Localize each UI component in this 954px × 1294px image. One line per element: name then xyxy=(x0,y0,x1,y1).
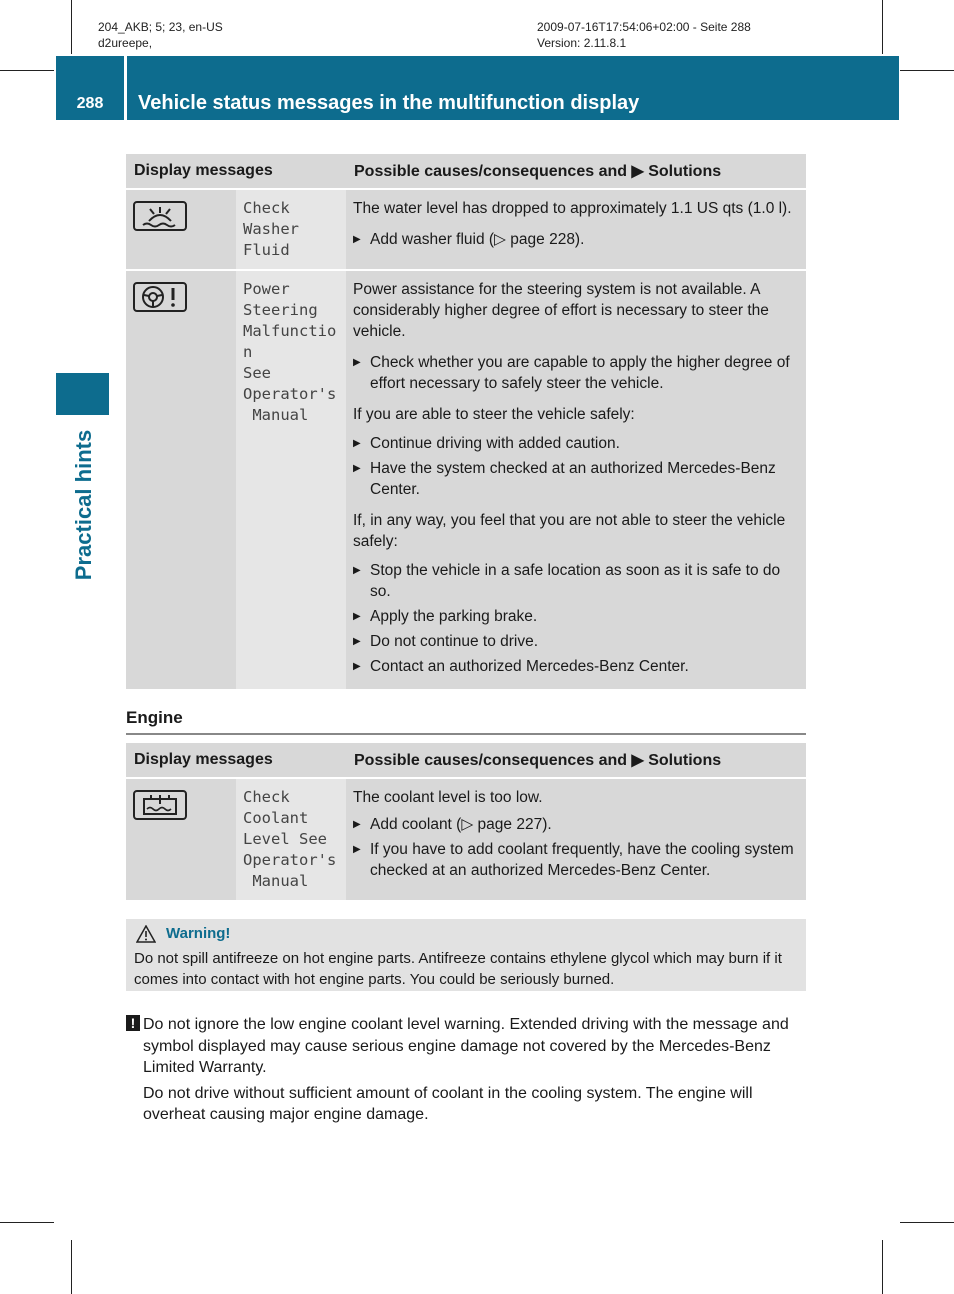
solution-cell xyxy=(346,270,806,689)
instruction-item: ▶ Have the system checked at an authorized Mercedes-Benz Center. xyxy=(353,458,799,500)
column-header xyxy=(346,154,806,189)
instruction-item: ▶ Do not continue to drive. xyxy=(353,631,799,652)
message-line: Power xyxy=(243,280,290,298)
table-row xyxy=(126,270,806,689)
heading-rule xyxy=(126,733,806,735)
message-line: Level See xyxy=(243,830,327,848)
exclamation-icon: ! xyxy=(126,1015,140,1031)
header-causes: Possible causes/consequences and xyxy=(354,163,628,180)
meta-line: 2009-07-16T17:54:06+02:00 - Seite 288 xyxy=(537,20,751,34)
coolant-level-icon xyxy=(133,790,187,820)
page-number: 288 xyxy=(76,95,104,112)
crop-mark xyxy=(0,70,54,71)
instruction-item: ▶ If you have to add coolant frequently, have the cooling system checked at an authorized Mercedes-Benz Center. xyxy=(353,839,799,881)
message-line: Washer xyxy=(243,220,299,238)
cause-text: The water level has dropped to approximately 1.1 US qts (1.0 l). xyxy=(353,200,792,217)
engine-message-table xyxy=(126,743,806,900)
cause-text: The coolant level is too low. xyxy=(353,789,543,806)
warning-box xyxy=(126,919,806,991)
instruction-item: ▶ Add coolant (▷ page 227). xyxy=(353,814,799,835)
table-header-row xyxy=(126,743,806,778)
section-label: Practical hints xyxy=(71,429,96,581)
crop-mark xyxy=(900,70,954,71)
message-line: See xyxy=(243,364,271,382)
caution-note xyxy=(126,1014,811,1130)
instruction-item: ▶ Continue driving with added caution. xyxy=(353,433,799,454)
message-line: Check xyxy=(243,199,290,217)
section-heading: Engine xyxy=(126,708,183,727)
table-header-row xyxy=(126,154,806,189)
instruction-item: ▶ Check whether you are capable to apply the higher degree of effort necessary to safely steer the vehicle. xyxy=(353,352,799,394)
arrow-right-icon: ▶ xyxy=(631,752,644,769)
icon-cell xyxy=(126,270,236,689)
message-line: n xyxy=(243,343,253,361)
arrow-right-icon: ▶ xyxy=(631,163,644,180)
message-line: Steering xyxy=(243,301,318,319)
meta-line: d2ureepe, xyxy=(98,36,153,50)
meta-line: Version: 2.11.8.1 xyxy=(537,36,627,50)
condition-text: If, in any way, you feel that you are not able to steer the vehicle safely: xyxy=(353,512,786,550)
column-header: Display messages xyxy=(126,743,346,778)
note-text: Do not drive without sufficient amount of coolant in the cooling system. The engine will overheat causing major engine damage. xyxy=(143,1084,753,1123)
message-line: Check xyxy=(243,788,290,806)
message-line: Operator's xyxy=(243,851,337,869)
icon-cell xyxy=(126,189,236,270)
instruction-item: ▶ Add washer fluid (▷ page 228). xyxy=(353,229,799,250)
instruction-item: ▶ Contact an authorized Mercedes-Benz Center. xyxy=(353,656,799,677)
column-header: Display messages xyxy=(126,154,346,189)
steering-malfunction-icon xyxy=(133,282,187,312)
icon-cell xyxy=(126,778,236,900)
crop-mark xyxy=(882,1240,883,1294)
message-line: Coolant xyxy=(243,809,309,827)
print-meta-right xyxy=(537,19,751,51)
cause-text: Power assistance for the steering system is not available. A considerably higher degree of effort is necessary to steer the vehicle. xyxy=(353,281,769,340)
crop-mark xyxy=(71,0,72,54)
message-line: Operator's xyxy=(243,385,337,403)
header-solutions: Solutions xyxy=(648,752,722,769)
section-tab xyxy=(56,373,109,415)
note-text: Do not ignore the low engine coolant level warning. Extended driving with the message and symbol displayed may cause serious engine damage not covered by the Mercedes-Benz Limited Warranty. xyxy=(143,1016,789,1076)
crop-mark xyxy=(882,0,883,54)
chapter-header xyxy=(56,56,899,120)
solution-cell xyxy=(346,778,806,900)
message-line: Fluid xyxy=(243,241,290,259)
solution-cell xyxy=(346,189,806,270)
warning-title: Warning! xyxy=(166,925,231,942)
header-solutions: Solutions xyxy=(648,163,722,180)
header-divider xyxy=(124,56,127,120)
warning-triangle-icon xyxy=(136,925,156,943)
crop-mark xyxy=(71,1240,72,1294)
message-line: Malfunctio xyxy=(243,322,337,340)
display-message xyxy=(236,189,346,270)
status-message-table xyxy=(126,154,806,689)
condition-text: If you are able to steer the vehicle safely: xyxy=(353,406,635,423)
meta-line: 204_AKB; 5; 23, en-US xyxy=(98,20,223,34)
display-message xyxy=(236,778,346,900)
display-message xyxy=(236,270,346,689)
crop-mark xyxy=(900,1222,954,1223)
instruction-item: ▶ Apply the parking brake. xyxy=(353,606,799,627)
header-causes: Possible causes/consequences and xyxy=(354,752,628,769)
table-row xyxy=(126,778,806,900)
warning-text: Do not spill antifreeze on hot engine parts. Antifreeze contains ethylene glycol which may burn if it comes into contact with hot engine parts. You could be seriously burned. xyxy=(134,950,782,988)
message-line: Manual xyxy=(243,872,309,890)
table-row xyxy=(126,189,806,270)
column-header xyxy=(346,743,806,778)
page-title: Vehicle status messages in the multifunction display xyxy=(138,92,640,114)
print-meta-left xyxy=(98,19,223,51)
washer-fluid-icon xyxy=(133,201,187,231)
message-line: Manual xyxy=(243,406,309,424)
crop-mark xyxy=(0,1222,54,1223)
instruction-item: ▶ Stop the vehicle in a safe location as soon as it is safe to do so. xyxy=(353,560,799,602)
